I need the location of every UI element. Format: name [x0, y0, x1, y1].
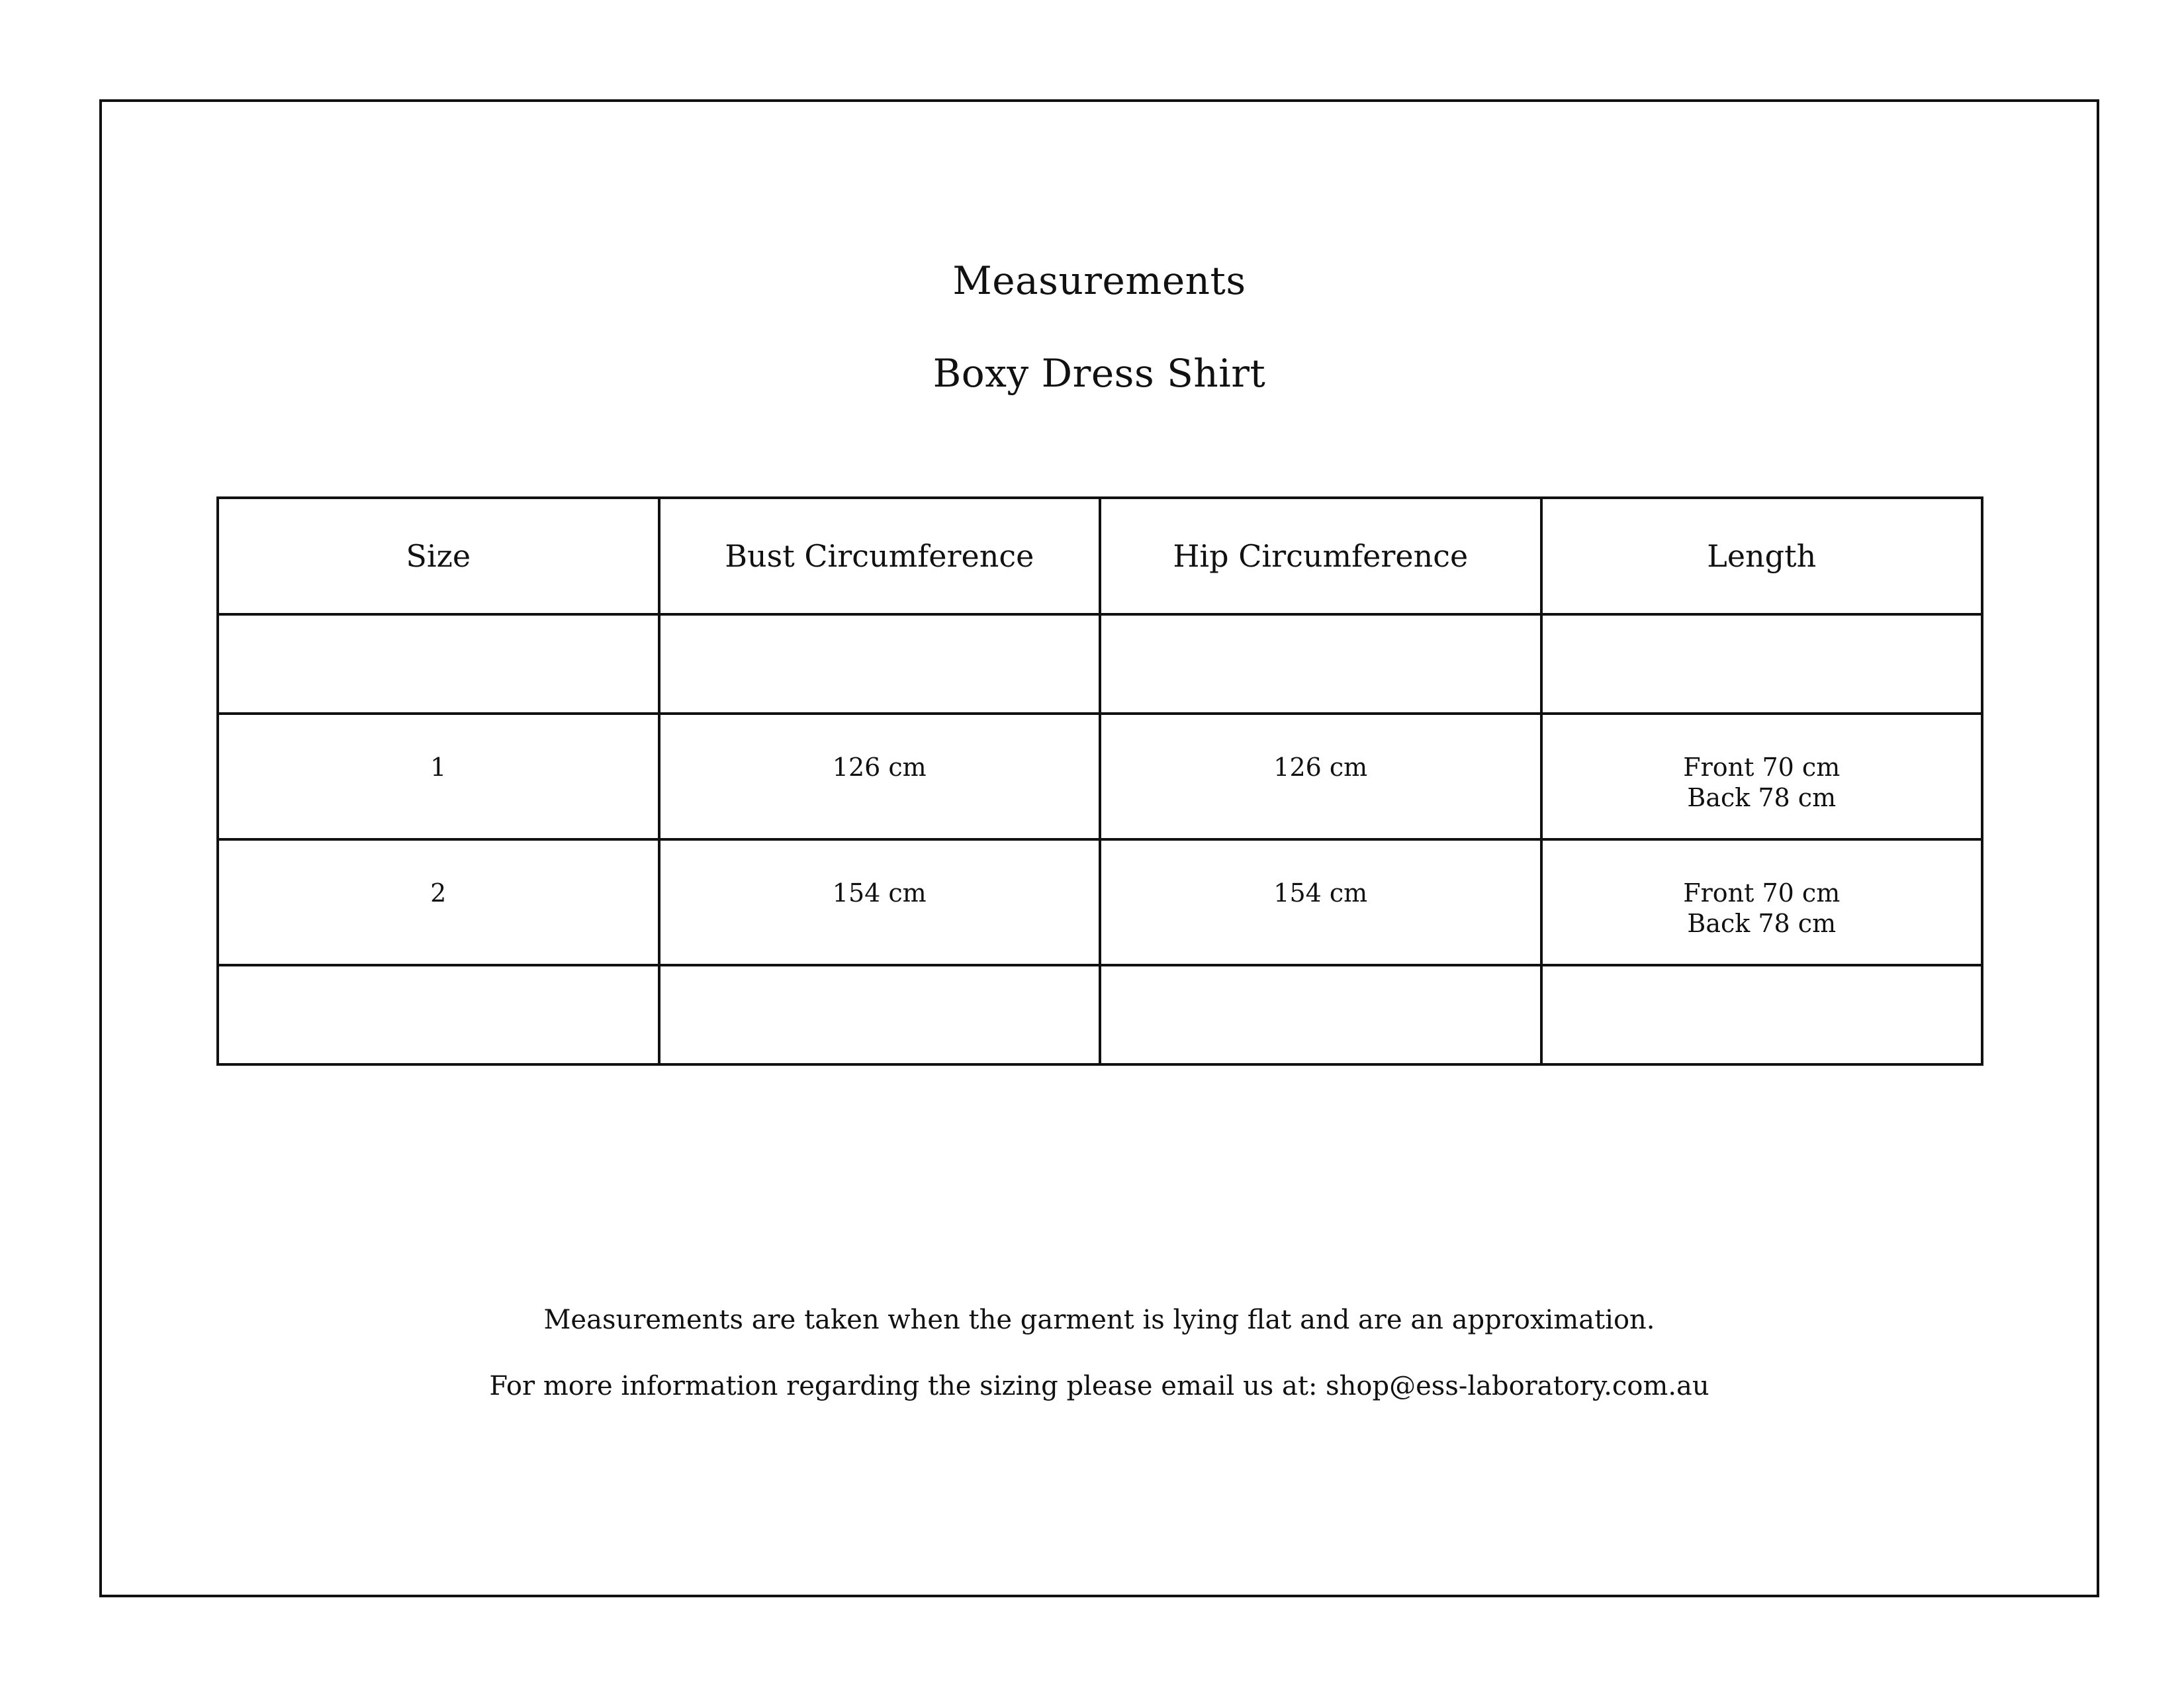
- length-back: Back 78 cm: [1687, 783, 1837, 812]
- length-cell: [1541, 839, 1983, 965]
- empty-cell: [218, 965, 659, 1064]
- empty-cell: [1541, 614, 1983, 714]
- header-length: Length: [1541, 498, 1983, 614]
- size-cell: 2: [218, 839, 659, 965]
- hip-cell: 154 cm: [1100, 839, 1541, 965]
- product-name: Boxy Dress Shirt: [933, 351, 1266, 396]
- measurements-table: [216, 496, 1983, 1066]
- length-front: Front 70 cm: [1683, 753, 1841, 782]
- length-front: Front 70 cm: [1683, 878, 1841, 908]
- length-back: Back 78 cm: [1687, 909, 1837, 938]
- empty-cell: [218, 614, 659, 714]
- table-row: [218, 839, 1982, 965]
- empty-cell: [1100, 614, 1541, 714]
- empty-cell: [1541, 965, 1983, 1064]
- bust-cell: 154 cm: [659, 839, 1101, 965]
- hip-cell: 126 cm: [1100, 714, 1541, 839]
- table-header-row: [218, 498, 1982, 614]
- empty-cell: [659, 614, 1101, 714]
- contact-info: For more information regarding the sizing please email us at: shop@ess-laboratory.com.au: [489, 1371, 1709, 1401]
- bust-cell: 126 cm: [659, 714, 1101, 839]
- empty-cell: [1100, 965, 1541, 1064]
- table-row-empty: [218, 614, 1982, 714]
- header-hip: Hip Circumference: [1100, 498, 1541, 614]
- measurement-disclaimer: Measurements are taken when the garment is lying flat and are an approximation.: [543, 1305, 1655, 1335]
- empty-cell: [659, 965, 1101, 1064]
- table-row-empty: [218, 965, 1982, 1064]
- length-cell: [1541, 714, 1983, 839]
- size-cell: 1: [218, 714, 659, 839]
- page-frame: [99, 99, 2099, 1597]
- header-size: Size: [218, 498, 659, 614]
- page-title: Measurements: [952, 258, 1246, 303]
- header-bust: Bust Circumference: [659, 498, 1101, 614]
- table-row: [218, 714, 1982, 839]
